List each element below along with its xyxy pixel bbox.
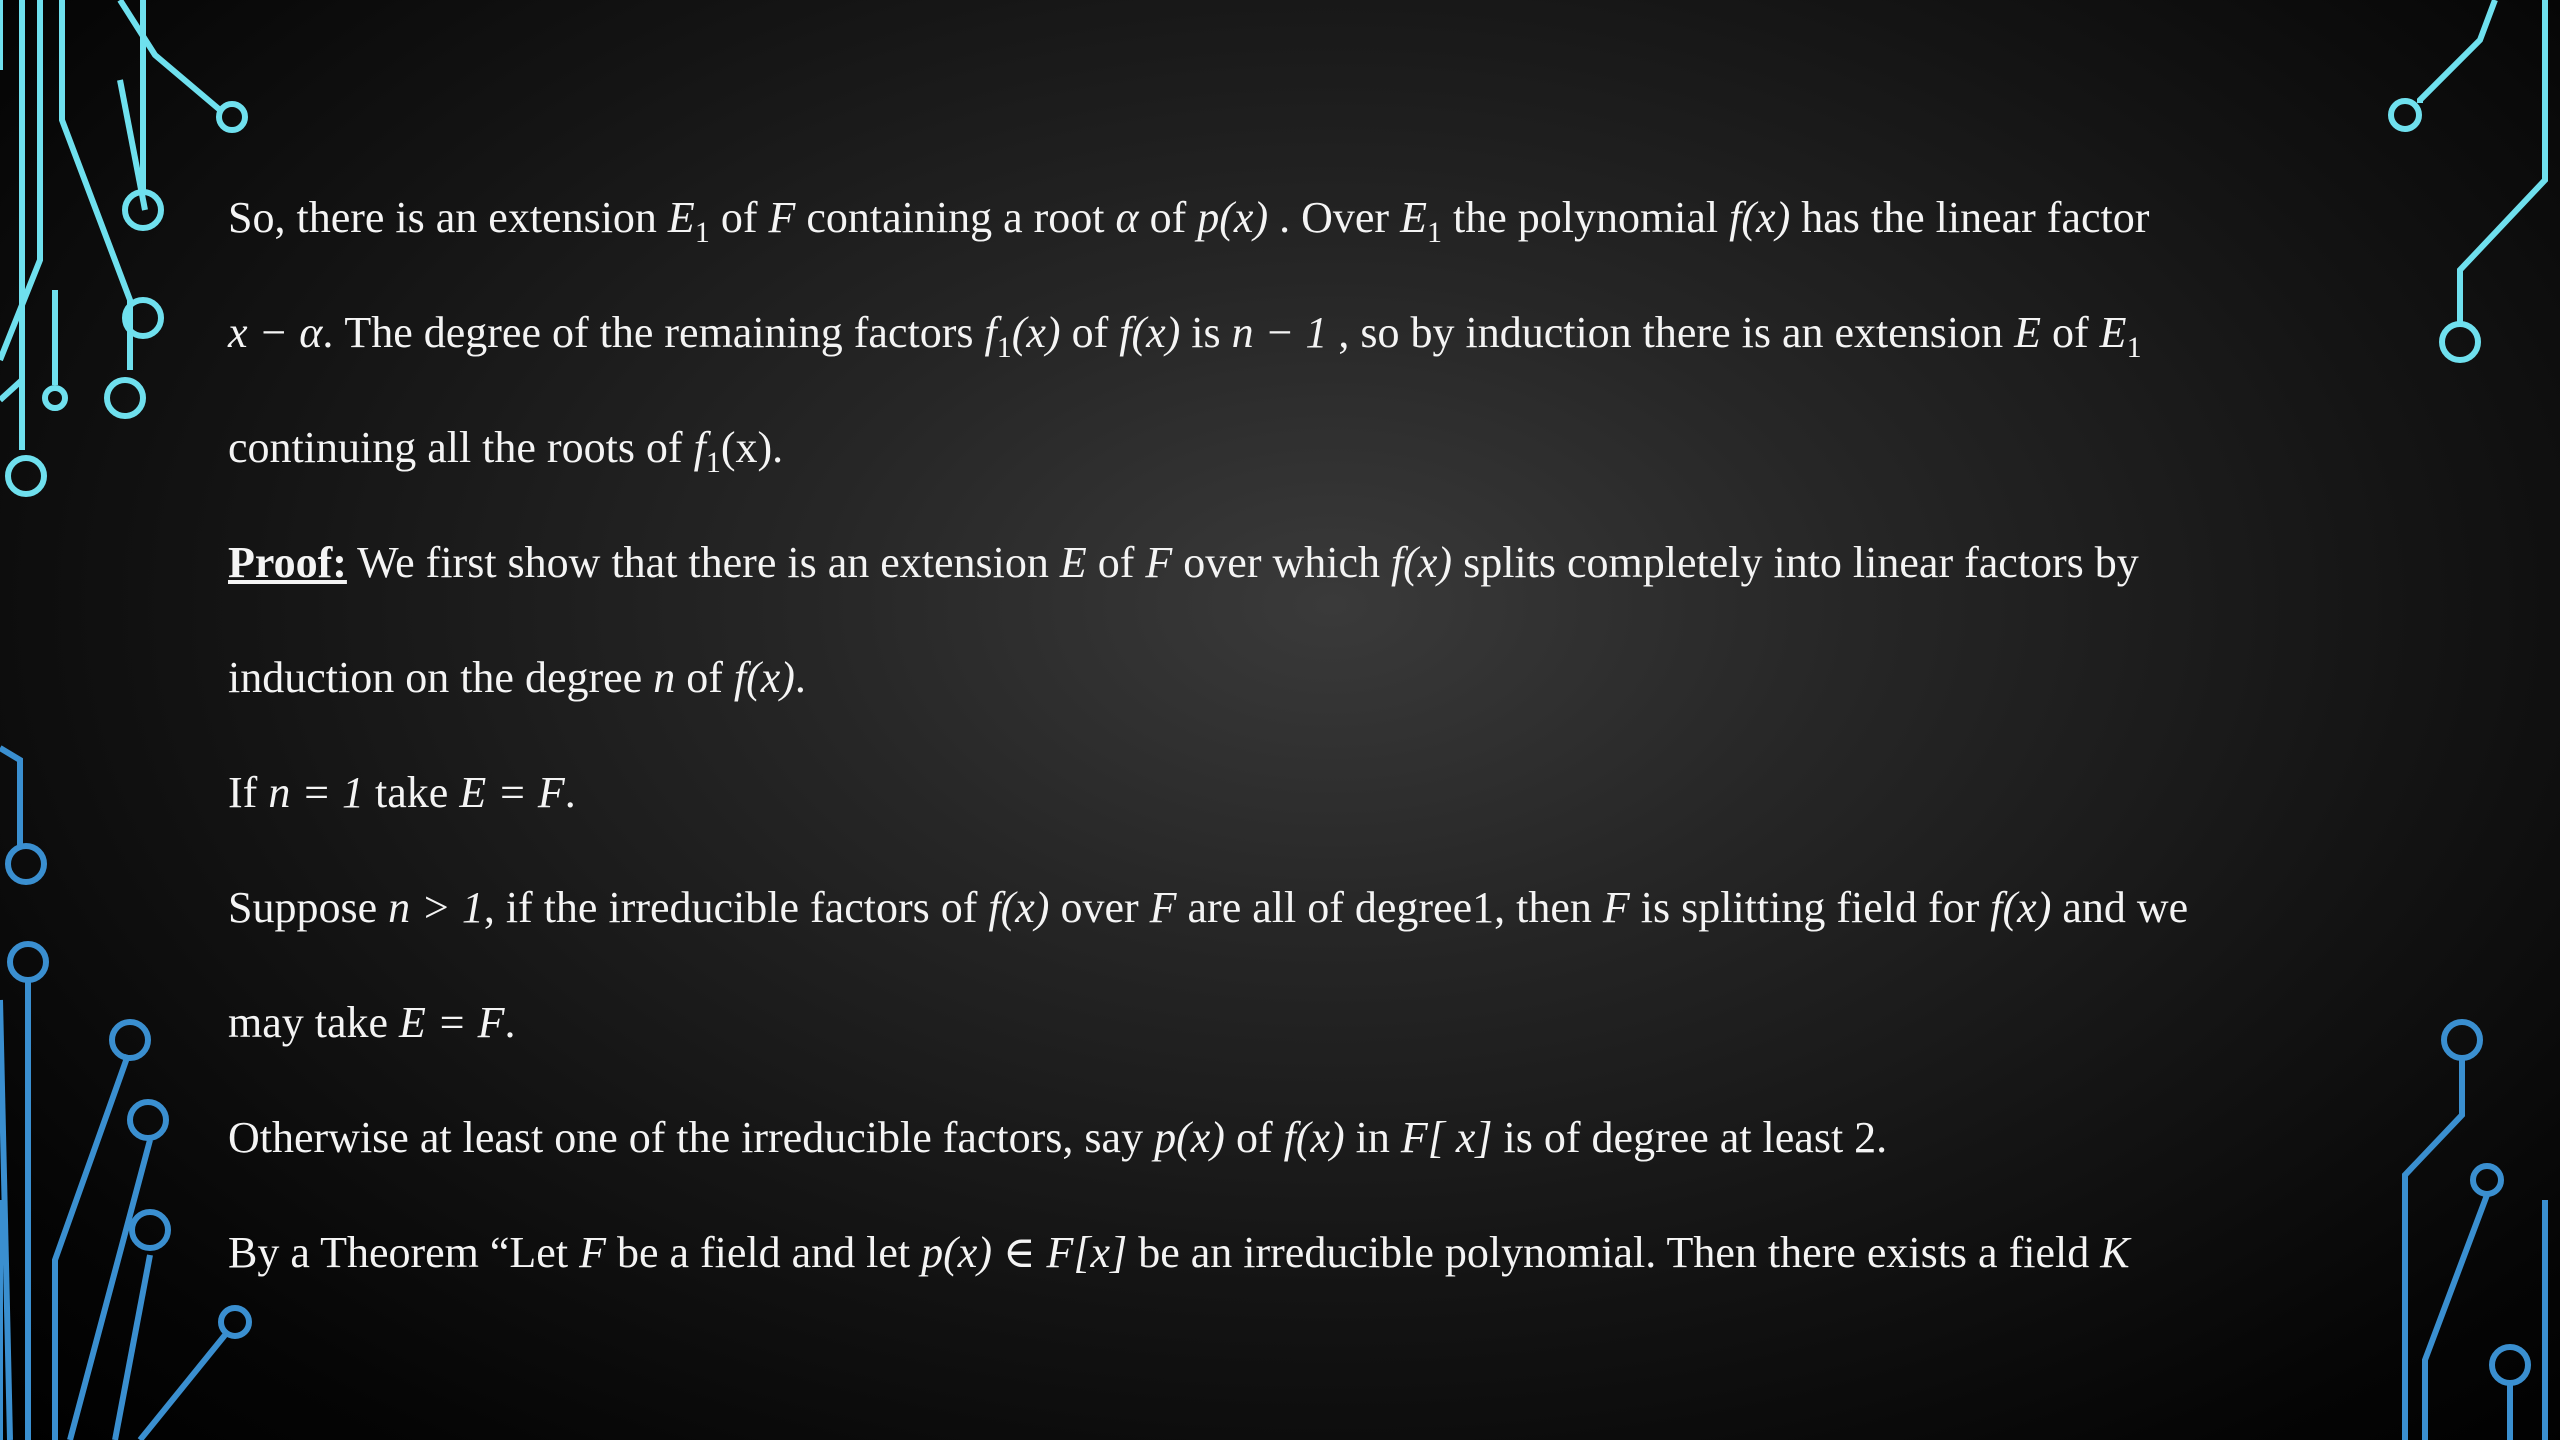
circuit-top-left	[0, 0, 245, 494]
text-span: . The degree of the remaining factors	[322, 308, 985, 357]
text-line-3	[228, 418, 783, 478]
text-span: So, there is an extension	[228, 193, 668, 242]
math-var: F	[1602, 883, 1630, 932]
math-subscript: 1	[705, 446, 721, 479]
math-var: x − α	[228, 308, 323, 357]
math-var: F	[579, 1228, 606, 1277]
text-span: the polynomial	[1441, 193, 1730, 242]
math-var: n = 1	[268, 768, 365, 817]
math-var: n − 1	[1231, 308, 1328, 357]
math-subscript: 1	[996, 331, 1012, 364]
text-span: of	[709, 193, 769, 242]
text-line-5	[228, 648, 806, 708]
text-span: of	[1060, 308, 1120, 357]
text-span: containing a root	[795, 193, 1116, 242]
math-var: f	[693, 423, 706, 472]
text-span: of	[1086, 538, 1146, 587]
math-subscript: 1	[1426, 216, 1442, 249]
math-var: E = F	[399, 998, 505, 1047]
text-span: be an irreducible polynomial. Then there exists a field	[1127, 1228, 2101, 1277]
text-span: If	[228, 768, 269, 817]
text-span: in	[1344, 1113, 1401, 1162]
text-span: may take	[228, 998, 400, 1047]
text-span: be a field and let	[605, 1228, 922, 1277]
text-span: of	[675, 653, 734, 702]
text-span: is of degree at least 2.	[1492, 1113, 1888, 1162]
text-span: and we	[2051, 883, 2189, 932]
text-span: take	[364, 768, 460, 817]
proof-label: Proof:	[228, 538, 347, 587]
math-var: p(x)	[1154, 1113, 1225, 1162]
math-var: F[ x]	[1400, 1113, 1493, 1162]
text-line-4	[228, 533, 2139, 593]
text-span: of	[1138, 193, 1198, 242]
text-line-10	[228, 1223, 2130, 1283]
math-subscript: 1	[2126, 331, 2142, 364]
math-var: f	[984, 308, 997, 357]
circuit-top-right	[2391, 0, 2545, 360]
math-var: f(x)	[1729, 193, 1791, 242]
math-var: F	[768, 193, 796, 242]
text-span: are all of degree1, then	[1176, 883, 1603, 932]
circuit-bottom-right	[2405, 1022, 2545, 1440]
text-span: of	[1224, 1113, 1284, 1162]
text-span: (x).	[720, 423, 784, 472]
math-var: F	[1145, 538, 1173, 587]
math-var: E	[1400, 193, 1427, 242]
text-span: .	[504, 998, 516, 1047]
text-span: induction on the degree	[228, 653, 654, 702]
math-var: E	[1059, 538, 1087, 587]
math-var: p(x)	[1197, 193, 1269, 242]
math-var: n	[653, 653, 676, 702]
math-var: n > 1	[388, 883, 484, 932]
text-span: over	[1049, 883, 1150, 932]
text-span: .	[794, 653, 806, 702]
text-line-8	[228, 993, 516, 1053]
math-var: f(x)	[1990, 883, 2052, 932]
text-line-6	[228, 763, 576, 823]
text-span: , if the irreducible factors of	[483, 883, 989, 932]
math-var: f(x)	[733, 653, 795, 702]
math-var: K	[2100, 1228, 2130, 1277]
text-span: Otherwise at least one of the irreducible factors, say	[228, 1113, 1155, 1162]
math-var: E	[2014, 308, 2042, 357]
text-span: .	[564, 768, 576, 817]
text-line-7	[228, 878, 2188, 938]
text-line-1	[228, 188, 2149, 248]
text-span: of	[2041, 308, 2100, 357]
math-var: (x)	[1011, 308, 1061, 357]
text-line-2	[228, 303, 2142, 363]
math-var: E	[667, 193, 695, 242]
math-var: f(x)	[1283, 1113, 1345, 1162]
text-span: is	[1180, 308, 1232, 357]
text-span: We first show that there is an extension	[346, 538, 1060, 587]
text-span: By a Theorem “Let	[228, 1228, 580, 1277]
math-var: α	[1115, 193, 1139, 242]
math-var: E = F	[459, 768, 565, 817]
text-span: Suppose	[228, 883, 389, 932]
math-var: p(x) ∈ F[x]	[921, 1228, 1128, 1277]
circuit-bottom-left	[0, 748, 249, 1440]
math-subscript: 1	[694, 216, 710, 249]
text-span: , so by induction there is an extension	[1327, 308, 2015, 357]
text-span: . Over	[1268, 193, 1401, 242]
text-span: has the linear factor	[1790, 193, 2150, 242]
math-var: f(x)	[988, 883, 1050, 932]
text-span: is splitting field for	[1629, 883, 1991, 932]
text-line-9	[228, 1108, 1887, 1168]
math-var: F	[1149, 883, 1177, 932]
math-var: f(x)	[1119, 308, 1181, 357]
text-span: over which	[1172, 538, 1392, 587]
math-var: E	[2099, 308, 2127, 357]
math-var: f(x)	[1391, 538, 1453, 587]
text-span: continuing all the roots of	[228, 423, 694, 472]
text-span: splits completely into linear factors by	[1452, 538, 2139, 587]
